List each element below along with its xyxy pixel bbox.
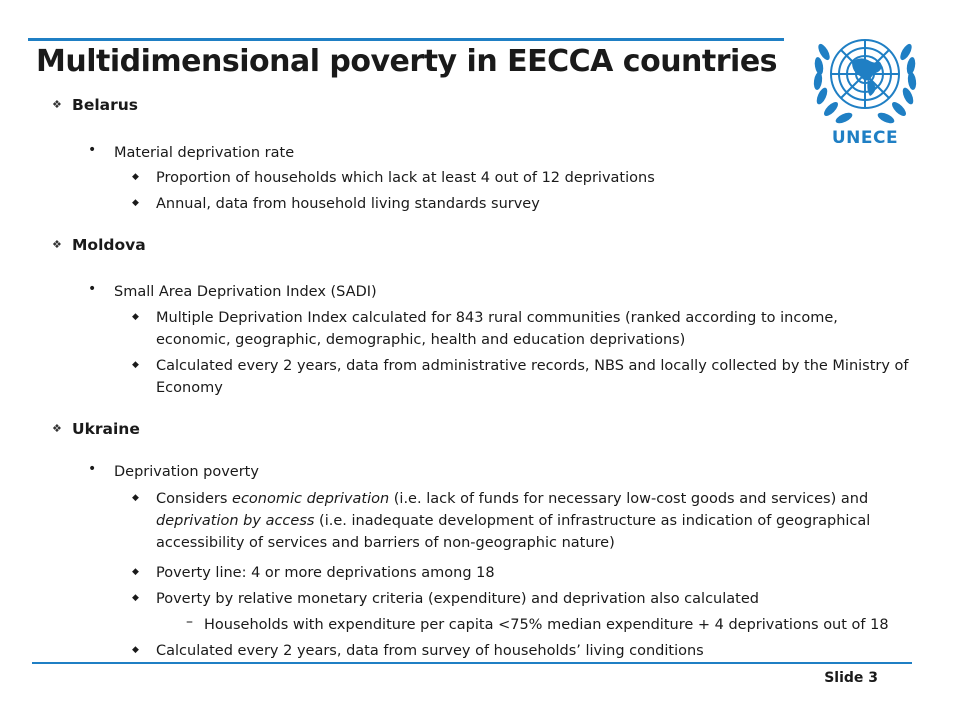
page-title: Multidimensional poverty in EECCA countries xyxy=(36,44,778,79)
title-top-rule xyxy=(28,38,784,41)
unece-logo-text: UNECE xyxy=(831,128,899,148)
indicator-ukraine: Deprivation poverty xyxy=(114,464,259,480)
small-diamond-bullet-icon: ◆ xyxy=(132,593,139,603)
small-diamond-bullet-icon: ◆ xyxy=(132,172,139,182)
point-ukraine-4: Calculated every 2 years, data from survey of households’ living conditions xyxy=(156,643,704,659)
dot-bullet-icon: • xyxy=(88,281,97,297)
diamond-bullet-icon: ❖ xyxy=(52,422,62,435)
point-ukraine-2: Poverty line: 4 or more deprivations among 18 xyxy=(156,565,495,581)
point-belarus-1: Proportion of households which lack at least 4 out of 12 deprivations xyxy=(156,170,655,186)
dash-bullet-icon: – xyxy=(186,614,193,630)
small-diamond-bullet-icon: ◆ xyxy=(132,198,139,208)
country-heading-belarus: Belarus xyxy=(72,96,139,114)
small-diamond-bullet-icon: ◆ xyxy=(132,312,139,322)
point-moldova-2: Calculated every 2 years, data from administrative records, NBS and locally collected by the Ministry of Economy xyxy=(156,358,909,396)
point-ukraine-3-sub: Households with expenditure per capita <75% median expenditure + 4 deprivations out of 18 xyxy=(204,617,889,633)
dot-bullet-icon: • xyxy=(88,142,97,158)
small-diamond-bullet-icon: ◆ xyxy=(132,493,139,503)
dot-bullet-icon: • xyxy=(88,461,97,477)
small-diamond-bullet-icon: ◆ xyxy=(132,567,139,577)
point-ukraine-1-term-economic: economic deprivation xyxy=(232,491,390,507)
diamond-bullet-icon: ❖ xyxy=(52,98,62,111)
point-ukraine-1-term-access: deprivation by access xyxy=(156,513,315,529)
slide-number: Slide 3 xyxy=(824,670,878,686)
small-diamond-bullet-icon: ◆ xyxy=(132,645,139,655)
point-ukraine-3: Poverty by relative monetary criteria (expenditure) and deprivation also calculated xyxy=(156,591,759,607)
point-belarus-2: Annual, data from household living standards survey xyxy=(156,196,540,212)
country-heading-ukraine: Ukraine xyxy=(72,420,140,438)
point-ukraine-1-part-a: Considers xyxy=(156,491,233,507)
point-ukraine-1 xyxy=(156,488,916,554)
point-ukraine-1-part-b: (i.e. lack of funds for necessary low-cost goods and services) and xyxy=(389,491,869,507)
indicator-belarus: Material deprivation rate xyxy=(114,145,295,161)
indicator-moldova: Small Area Deprivation Index (SADI) xyxy=(114,284,377,300)
footer-rule xyxy=(32,662,912,664)
small-diamond-bullet-icon: ◆ xyxy=(132,360,139,370)
point-ukraine-1-part-c: (i.e. inadequate development of infrastructure as indication of geographical accessibility of services and barriers of non-geographic nature) xyxy=(156,513,871,551)
point-moldova-1: Multiple Deprivation Index calculated for 843 rural communities (ranked according to income, economic, geographic, demographic, health and education deprivations) xyxy=(156,310,838,348)
country-heading-moldova: Moldova xyxy=(72,236,146,254)
diamond-bullet-icon: ❖ xyxy=(52,238,62,251)
